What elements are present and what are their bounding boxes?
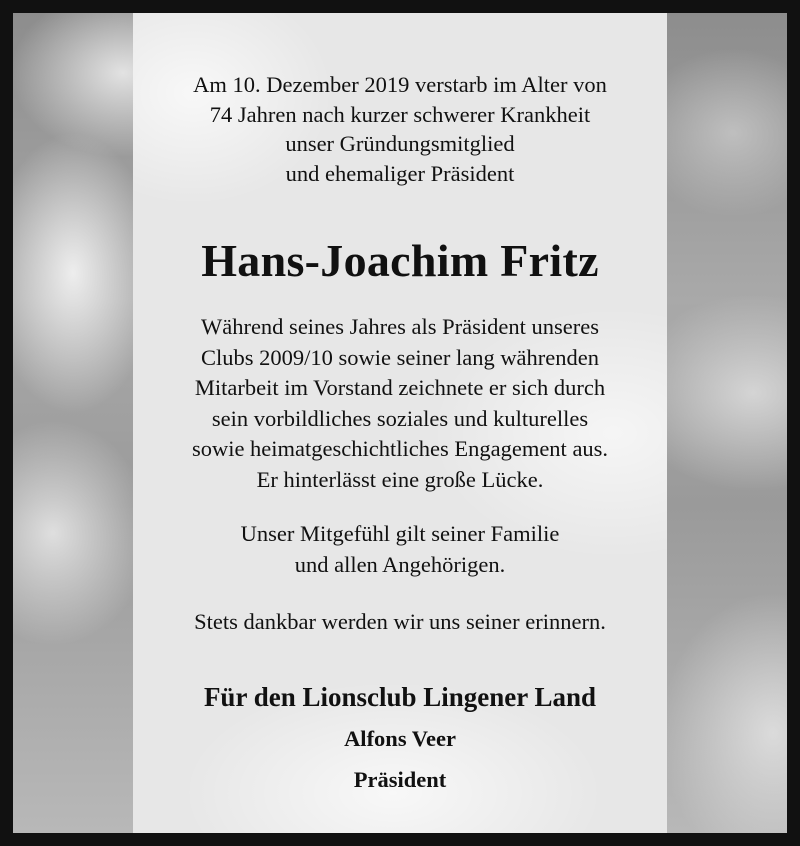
tribute-line: Er hinterlässt eine große Lücke.: [256, 466, 544, 492]
intro-line: 74 Jahren nach kurzer schwerer Krankheit: [209, 101, 591, 127]
condolence-line: Unser Mitgefühl gilt seiner Familie: [240, 521, 560, 546]
intro-text: [133, 70, 667, 188]
signer-name: Alfons Veer: [344, 726, 456, 751]
tribute-line: sein vorbildliches soziales und kulturelles: [211, 405, 589, 431]
deceased-name: Hans-Joachim Fritz: [201, 235, 599, 286]
text-panel: [133, 13, 667, 833]
tribute-line: Während seines Jahres als Präsident unseres: [200, 314, 599, 339]
tribute-line: Clubs 2009/10 sowie seiner lang währenden: [200, 344, 600, 370]
intro-line: und ehemaliger Präsident: [285, 160, 515, 186]
intro-line: Am 10. Dezember 2019 verstarb im Alter von: [193, 72, 607, 97]
tribute-text: [133, 312, 667, 495]
condolence-text: [133, 519, 667, 580]
tribute-line: Mitarbeit im Vorstand zeichnete er sich durch: [194, 375, 606, 400]
intro-line: unser Gründungsmitglied: [285, 131, 515, 156]
tribute-line: sowie heimatgeschichtliches Engagement aus.: [191, 436, 609, 461]
closing-line: Stets dankbar werden wir uns seiner erinnern.: [194, 609, 606, 634]
signer-role: Präsident: [353, 767, 447, 792]
club-signature: Für den Lionsclub Lingener Land: [203, 682, 597, 712]
condolence-line: und allen Angehörigen.: [294, 551, 506, 577]
